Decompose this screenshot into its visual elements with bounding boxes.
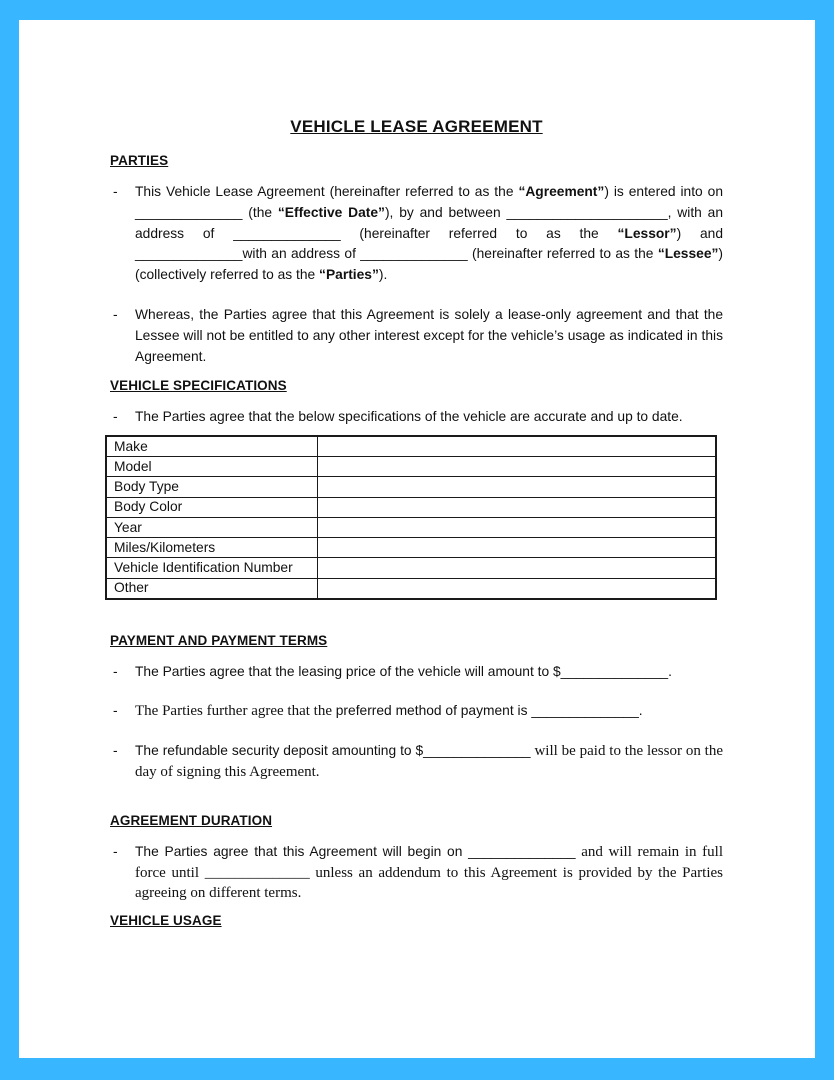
bullet-dash: - bbox=[113, 663, 118, 679]
effective-date-blank-field[interactable]: ______________ bbox=[135, 204, 243, 220]
spec-value-vin[interactable] bbox=[317, 558, 716, 578]
text-segment: preferred method of payment is bbox=[335, 703, 532, 719]
text-segment: ) and bbox=[676, 225, 723, 241]
parties-clause-2: Whereas, the Parties agree that this Agreement is solely a lease-only agreement and that the Lessee will not be entitled to any other interest except for the vehicle’s usage as indicated in this Agreement. bbox=[135, 306, 723, 364]
spec-value-body-color[interactable] bbox=[317, 497, 716, 517]
table-row bbox=[106, 497, 716, 517]
lessor-name-blank-field[interactable]: _____________________ bbox=[506, 204, 668, 220]
lessee-name-blank-field[interactable]: ______________ bbox=[135, 246, 243, 262]
text-segment: . bbox=[638, 703, 643, 719]
text-segment: . bbox=[668, 663, 672, 679]
text-segment: , with an address of bbox=[135, 204, 724, 241]
table-row bbox=[106, 578, 716, 598]
text-segment: ), by and between bbox=[384, 204, 507, 220]
table-row bbox=[106, 517, 716, 537]
payment-clause-2 bbox=[135, 701, 723, 722]
spec-label-miles: Miles/Kilometers bbox=[106, 538, 317, 558]
text-segment-bold: “Parties” bbox=[319, 267, 379, 283]
spec-label-make: Make bbox=[106, 436, 317, 456]
section-heading-vehicle-specifications: VEHICLE SPECIFICATIONS bbox=[110, 378, 287, 394]
bullet-dash: - bbox=[113, 703, 118, 719]
text-segment: with an address of bbox=[242, 246, 361, 262]
lessor-address-blank-field[interactable]: ______________ bbox=[233, 225, 341, 241]
text-segment: The refundable security deposit amounting to $ bbox=[135, 743, 424, 759]
spec-label-vin: Vehicle Identification Number bbox=[106, 558, 317, 578]
spec-label-body-color: Body Color bbox=[106, 497, 317, 517]
spec-label-model: Model bbox=[106, 456, 317, 476]
text-segment: (the bbox=[242, 204, 278, 220]
text-segment: ) is entered into on bbox=[604, 184, 724, 199]
section-heading-duration: AGREEMENT DURATION bbox=[110, 812, 273, 828]
bullet-dash: - bbox=[113, 184, 118, 199]
document-title: VEHICLE LEASE AGREEMENT bbox=[290, 117, 543, 136]
bullet-dash: - bbox=[113, 306, 118, 322]
security-deposit-blank-field[interactable]: ______________ bbox=[423, 743, 531, 759]
payment-method-blank-field[interactable]: ______________ bbox=[531, 703, 639, 719]
end-date-blank-field[interactable]: ______________ bbox=[204, 864, 310, 881]
payment-clause-1 bbox=[135, 662, 723, 683]
leasing-price-blank-field[interactable]: ______________ bbox=[560, 663, 669, 679]
text-segment-serif: unless an addendum to this Agreement is provided by the Parties agreeing on different terms. bbox=[135, 864, 724, 902]
spec-label-year: Year bbox=[106, 517, 317, 537]
spec-value-body-type[interactable] bbox=[317, 477, 716, 497]
bullet-item bbox=[110, 701, 723, 722]
text-segment-bold: “Effective Date” bbox=[277, 204, 385, 220]
section-heading-payment: PAYMENT AND PAYMENT TERMS bbox=[110, 632, 328, 648]
text-segment-serif: will be paid to the lessor on the day of signing this Agreement. bbox=[135, 743, 723, 780]
document-page bbox=[19, 20, 815, 1058]
section-heading-parties: PARTIES bbox=[110, 153, 169, 168]
table-row bbox=[106, 538, 716, 558]
spec-value-model[interactable] bbox=[317, 456, 716, 476]
spec-value-other[interactable] bbox=[317, 578, 716, 598]
text-segment-serif: and will remain in full force until bbox=[135, 843, 723, 881]
bullet-item bbox=[110, 182, 723, 286]
bullet-item bbox=[110, 662, 723, 683]
bullet-dash: - bbox=[113, 743, 118, 759]
bullet-dash: - bbox=[113, 843, 118, 859]
spec-label-body-type: Body Type bbox=[106, 477, 317, 497]
text-segment: ). bbox=[378, 267, 388, 283]
lessee-address-blank-field[interactable]: ______________ bbox=[360, 246, 468, 262]
text-segment: The Parties agree that the leasing price of the vehicle will amount to $ bbox=[135, 663, 561, 679]
text-segment: The Parties agree that this Agreement will begin on bbox=[135, 843, 469, 859]
text-segment-bold: “Lessee” bbox=[657, 246, 719, 262]
vehicle-specs-clause: The Parties agree that the below specifications of the vehicle are accurate and up to date. bbox=[135, 409, 683, 425]
bullet-dash: - bbox=[113, 409, 118, 425]
begin-date-blank-field[interactable]: ______________ bbox=[468, 843, 576, 859]
text-segment: (hereinafter referred to as the bbox=[467, 246, 658, 262]
spec-label-other: Other bbox=[106, 578, 317, 598]
parties-clause-1 bbox=[135, 182, 723, 286]
text-segment-serif: The Parties further agree that the bbox=[135, 703, 336, 720]
spec-value-miles[interactable] bbox=[317, 538, 716, 558]
spec-value-make[interactable] bbox=[317, 436, 716, 456]
table-row bbox=[106, 436, 716, 456]
table-row bbox=[106, 558, 716, 578]
text-segment: This Vehicle Lease Agreement (hereinafter referred to as the bbox=[135, 184, 519, 199]
bullet-item bbox=[110, 842, 723, 904]
duration-clause bbox=[135, 842, 723, 904]
vehicle-specs-table bbox=[105, 435, 717, 599]
text-segment: ) (collectively referred to as the bbox=[135, 246, 724, 283]
bullet-item bbox=[110, 305, 723, 367]
table-row bbox=[106, 477, 716, 497]
text-segment: (hereinafter referred to as the bbox=[340, 225, 618, 241]
spec-value-year[interactable] bbox=[317, 517, 716, 537]
bullet-item bbox=[110, 407, 723, 428]
text-segment-bold: “Lessor” bbox=[617, 225, 677, 241]
payment-clause-3 bbox=[135, 741, 723, 783]
section-heading-usage: VEHICLE USAGE bbox=[110, 913, 222, 929]
bullet-item bbox=[110, 741, 723, 783]
text-segment-bold: “Agreement” bbox=[518, 184, 605, 199]
table-row bbox=[106, 456, 716, 476]
